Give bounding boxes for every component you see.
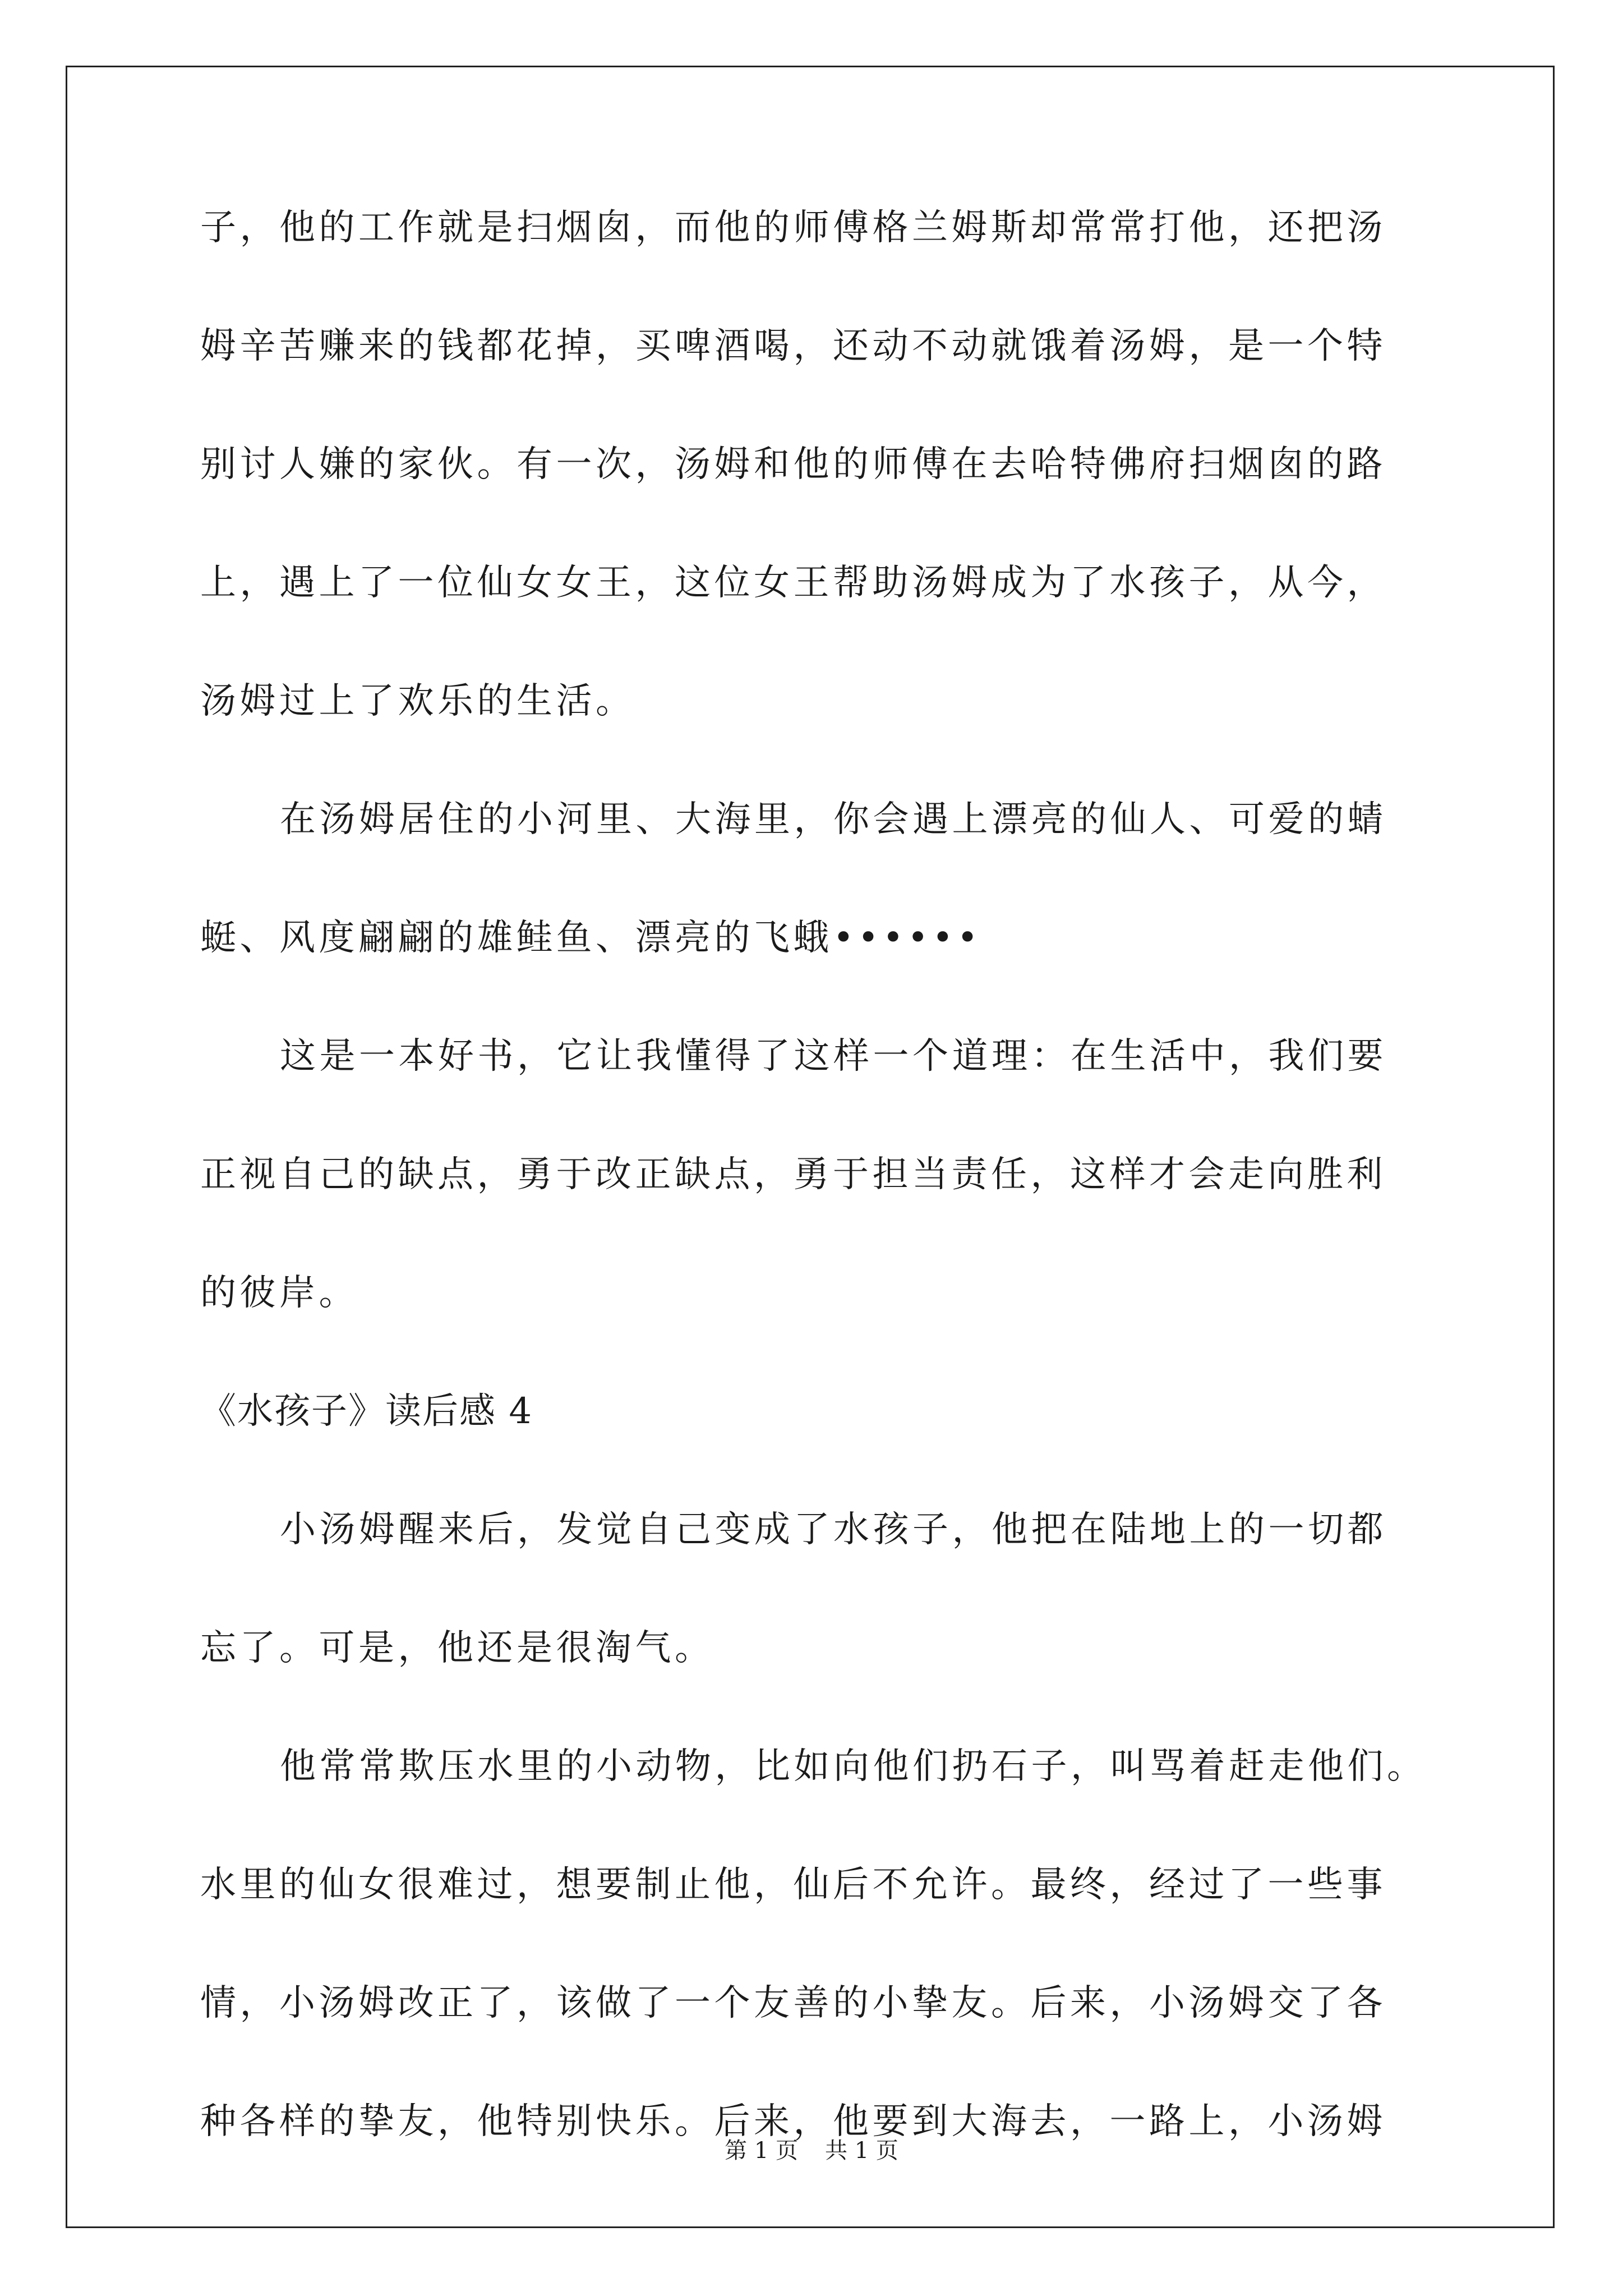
paragraph-first-line: 他常常欺压水里的小动物，比如向他们扔石子，叫骂着赶走他们。 — [280, 1746, 1427, 1787]
text-line: 蜓、风度翩翩的雄鲑鱼、漂亮的飞蛾•••••• — [200, 917, 982, 959]
text-line: 上，遇上了一位仙女女王，这位女王帮助汤姆成为了水孩子，从今， — [200, 562, 1386, 604]
text-line: 种各样的挚友，他特别快乐。后来，他要到大海去，一路上，小汤姆 — [200, 2101, 1386, 2142]
section-heading: 《水孩子》读后感 4 — [200, 1391, 533, 1432]
paragraph-first-line: 在汤姆居住的小河里、大海里，你会遇上漂亮的仙人、可爱的蜻 — [280, 799, 1387, 840]
text-line: 水里的仙女很难过，想要制止他，仙后不允许。最终，经过了一些事 — [200, 1864, 1386, 1906]
text-line: 情，小汤姆改正了，该做了一个友善的小挚友。后来，小汤姆交了各 — [200, 1982, 1386, 2024]
text-line: 姆辛苦赚来的钱都花掉，买啤酒喝，还动不动就饿着汤姆，是一个特 — [200, 325, 1386, 367]
text-line: 正视自己的缺点，勇于改正缺点，勇于担当责任，这样才会走向胜利 — [200, 1154, 1386, 1195]
text-line: 忘了。可是，他还是很淘气。 — [200, 1627, 714, 1669]
paragraph-first-line: 这是一本好书，它让我懂得了这样一个道理：在生活中，我们要 — [280, 1036, 1387, 1077]
text-line: 子，他的工作就是扫烟囱，而他的师傅格兰姆斯却常常打他，还把汤 — [200, 207, 1386, 249]
page-footer — [0, 2133, 1623, 2165]
document-body — [200, 208, 1431, 2220]
paragraph-first-line: 小汤姆醒来后，发觉自己变成了水孩子，他把在陆地上的一切都 — [280, 1509, 1387, 1550]
text-line: 汤姆过上了欢乐的生活。 — [200, 680, 635, 722]
text-line: 的彼岸。 — [200, 1272, 358, 1314]
page-total: 共 1 页 — [825, 2138, 898, 2164]
page-number: 第 1 页 — [725, 2138, 798, 2164]
text-line: 别讨人嫌的家伙。有一次，汤姆和他的师傅在去哈特佛府扫烟囱的路 — [200, 444, 1386, 485]
